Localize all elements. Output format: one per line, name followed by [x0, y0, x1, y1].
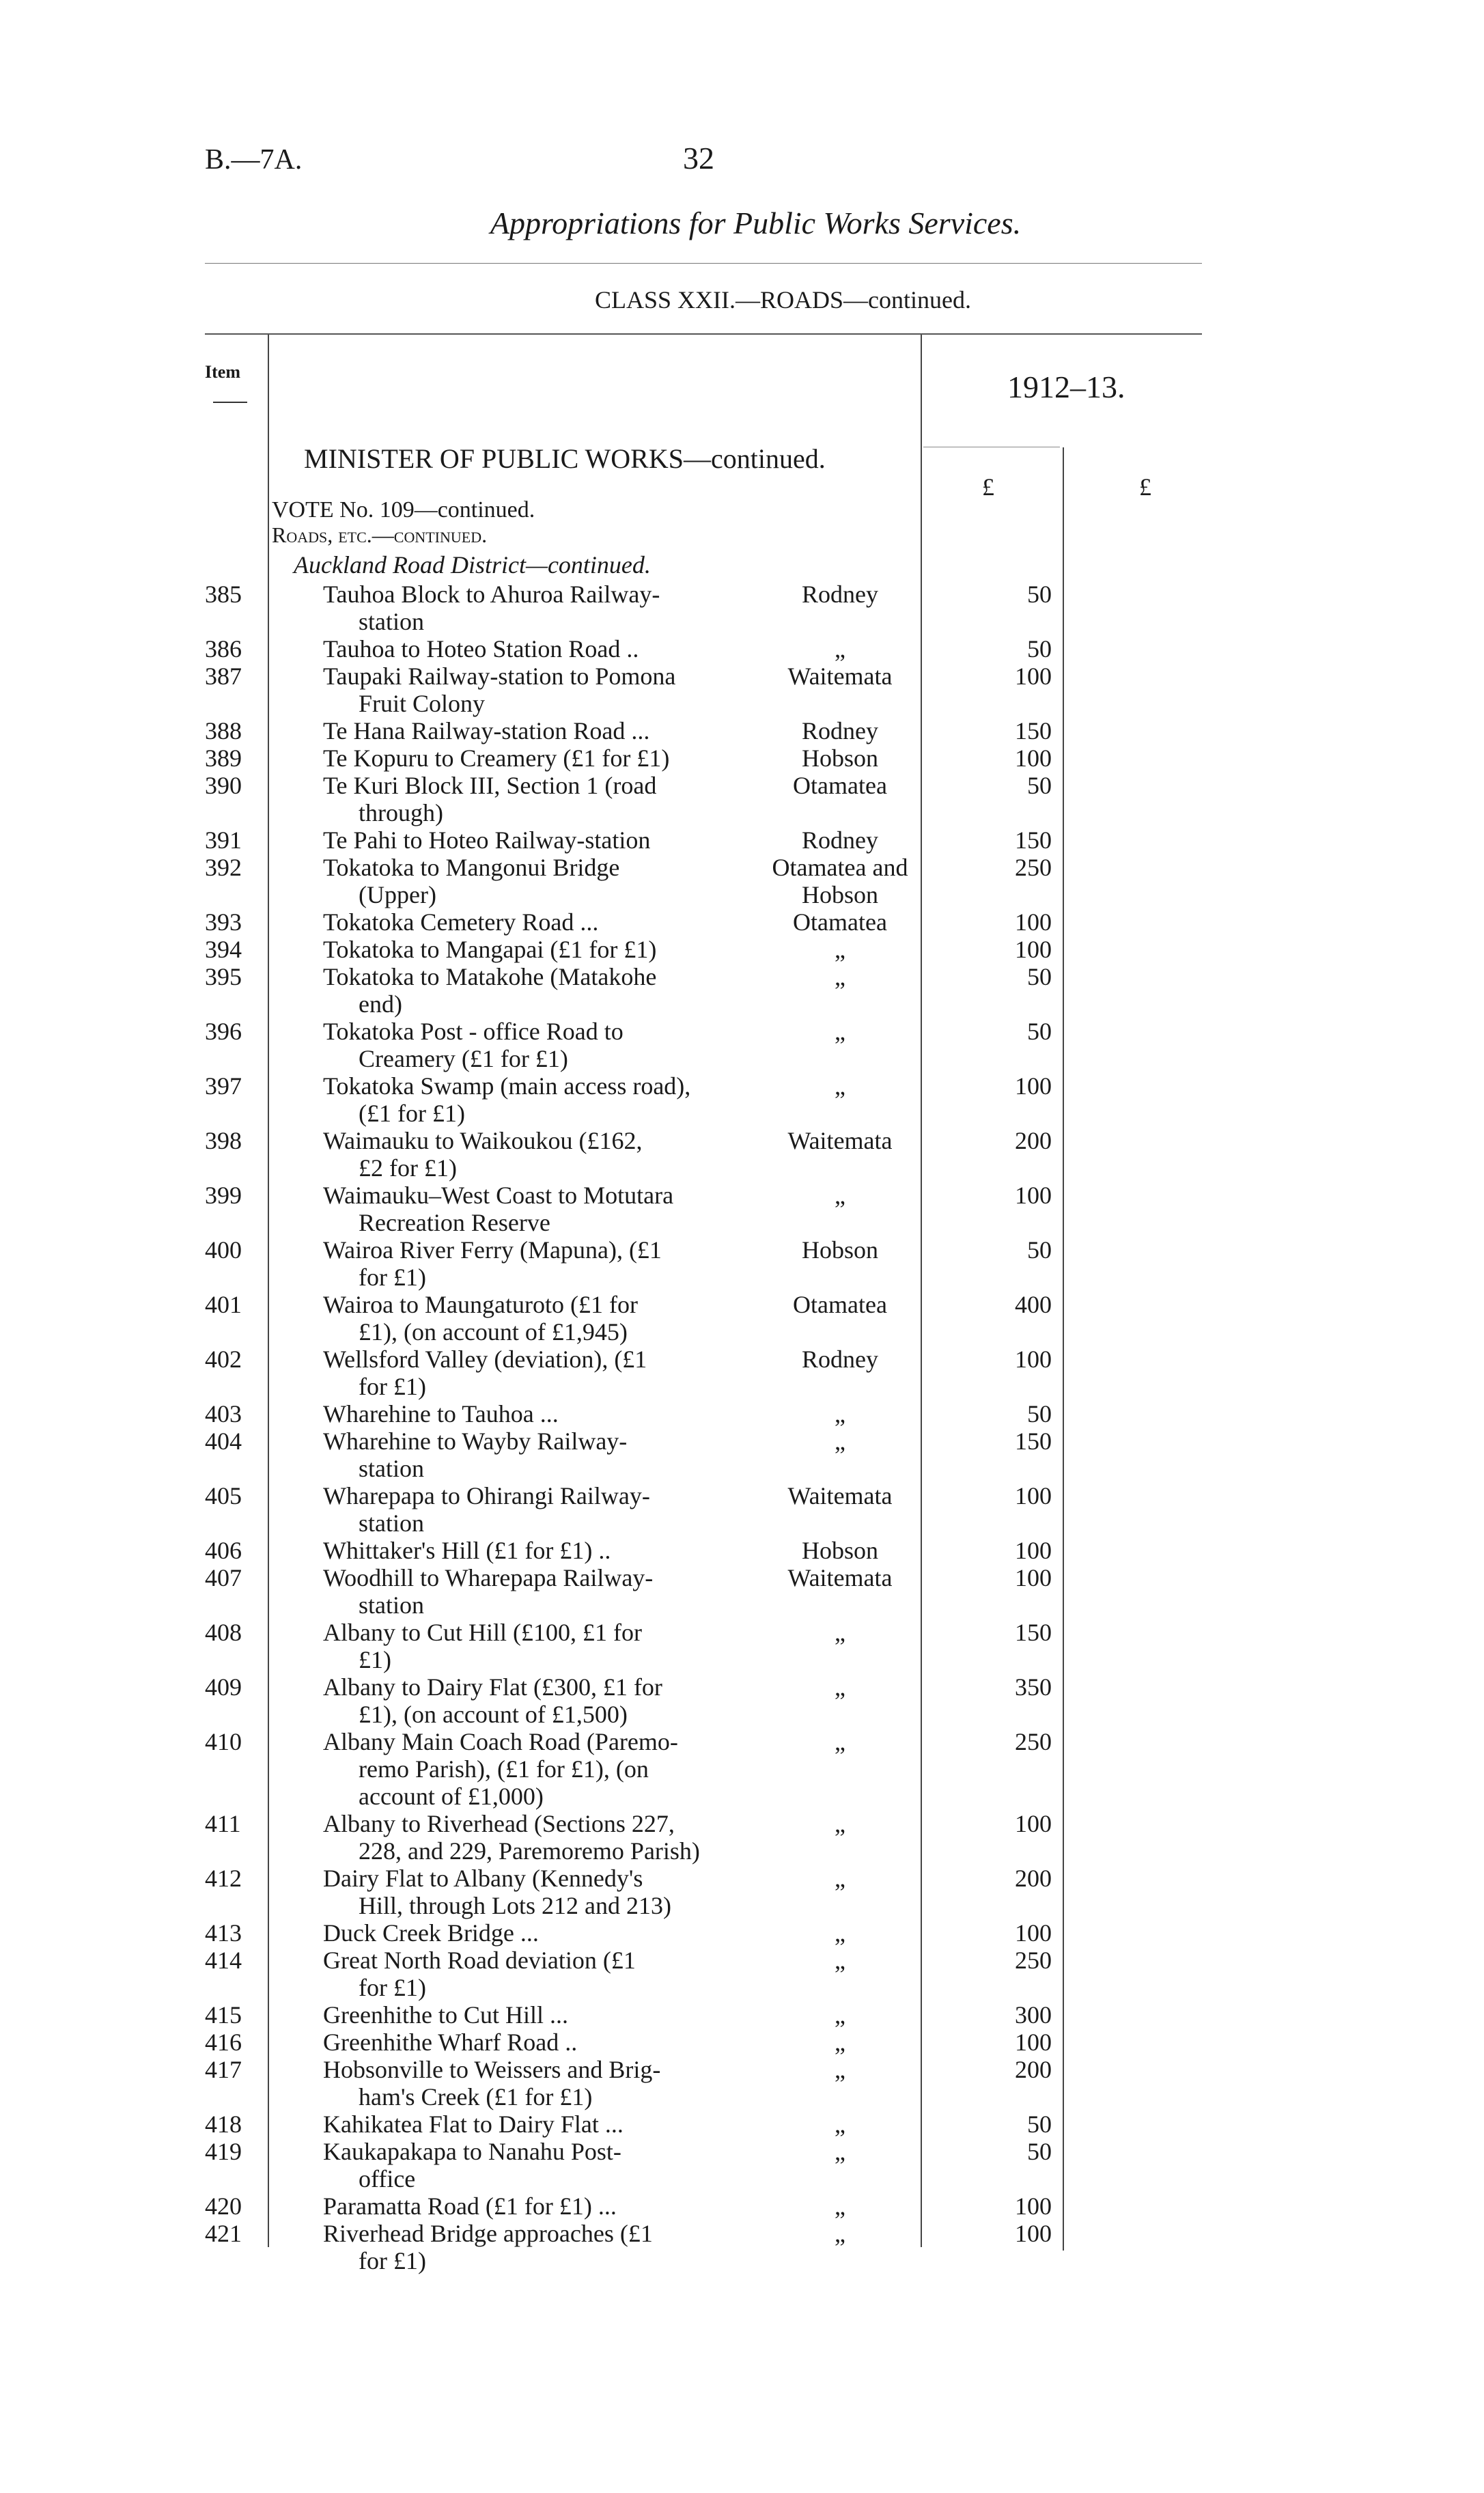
- item-number: 388: [205, 717, 242, 744]
- description-line: station: [359, 1591, 424, 1619]
- item-number: 406: [205, 1537, 242, 1564]
- item-description: [324, 1537, 748, 1564]
- description-line: Tauhoa Block to Ahuroa Railway-: [323, 581, 660, 608]
- item-description: [324, 2111, 748, 2138]
- item-number: 390: [205, 772, 242, 799]
- item-description: [324, 854, 748, 908]
- amount: 150: [1015, 1427, 1052, 1455]
- electoral-district: Waitemata: [787, 663, 893, 690]
- description-line: Greenhithe to Cut Hill ...: [323, 2001, 568, 2029]
- item-number: 411: [205, 1810, 241, 1837]
- description-line: Albany Main Coach Road (Paremo-: [323, 1728, 678, 1755]
- description-line: through): [359, 799, 443, 826]
- description-line: Tokatoka Post - office Road to: [323, 1018, 624, 1045]
- item-description: [324, 826, 748, 854]
- item-number: 397: [205, 1072, 242, 1100]
- item-description: [324, 1482, 748, 1537]
- description-line: Te Kopuru to Creamery (£1 for £1): [323, 744, 670, 772]
- item-number: 392: [205, 854, 242, 881]
- pound-column-header-1: £: [982, 473, 994, 501]
- amount: 150: [1015, 717, 1052, 744]
- description-line: Duck Creek Bridge ...: [323, 1919, 539, 1947]
- amount: 200: [1015, 2056, 1052, 2083]
- amount: 350: [1015, 1673, 1052, 1701]
- electoral-district: Waitemata: [787, 1564, 893, 1591]
- item-number: 410: [205, 1728, 242, 1755]
- amount: 150: [1015, 1619, 1052, 1646]
- item-description: [324, 2192, 748, 2220]
- electoral-district: Waitemata: [787, 1482, 893, 1509]
- item-number: 396: [205, 1018, 242, 1045]
- item-number: 399: [205, 1182, 242, 1209]
- electoral-district: „: [835, 1400, 845, 1427]
- item-number: 400: [205, 1236, 242, 1264]
- item-description: [324, 1182, 748, 1236]
- amount: 50: [1027, 635, 1052, 663]
- description-line: Tokatoka Swamp (main access road),: [323, 1072, 691, 1100]
- electoral-district: Hobson: [801, 744, 878, 772]
- electoral-district: Rodney: [802, 1346, 878, 1373]
- description-line: £1), (on account of £1,500): [359, 1701, 628, 1728]
- description-line: £1): [359, 1646, 391, 1673]
- minister-heading: MINISTER OF PUBLIC WORKS—continued.: [304, 443, 826, 474]
- amount: 50: [1027, 963, 1052, 990]
- electoral-district: „: [835, 1728, 845, 1755]
- description-line: Kahikatea Flat to Dairy Flat ...: [323, 2111, 624, 2138]
- title-rule: [205, 263, 1202, 264]
- description-line: Albany to Cut Hill (£100, £1 for: [323, 1619, 642, 1646]
- item-number: 389: [205, 744, 242, 772]
- electoral-district: „: [835, 2001, 845, 2029]
- amount: 100: [1015, 1919, 1052, 1947]
- electoral-district: „: [835, 1947, 845, 1974]
- item-description: [324, 1865, 748, 1919]
- description-line: Wharehine to Tauhoa ...: [323, 1400, 559, 1427]
- electoral-district: Rodney: [802, 717, 878, 744]
- amount: 150: [1015, 826, 1052, 854]
- description-line: Wairoa River Ferry (Mapuna), (£1: [323, 1236, 662, 1264]
- item-number: 409: [205, 1673, 242, 1701]
- description-line: station: [359, 1509, 424, 1537]
- item-description: [324, 1346, 748, 1400]
- amount: 250: [1015, 1947, 1052, 1974]
- item-description: [324, 635, 748, 663]
- amount: 250: [1015, 1728, 1052, 1755]
- electoral-district: Hobson: [801, 1537, 878, 1564]
- description-line: Fruit Colony: [359, 690, 486, 717]
- item-number: 385: [205, 581, 242, 608]
- electoral-district: Waitemata: [787, 1127, 893, 1154]
- item-number: 403: [205, 1400, 242, 1427]
- item-description: [324, 1919, 748, 1947]
- item-description: [324, 1127, 748, 1182]
- amount: 50: [1027, 1018, 1052, 1045]
- description-line: Te Kuri Block III, Section 1 (road: [323, 772, 657, 799]
- item-number: 395: [205, 963, 242, 990]
- description-line: Albany to Riverhead (Sections 227,: [323, 1810, 675, 1837]
- item-description: [324, 2001, 748, 2029]
- description-line: Recreation Reserve: [359, 1209, 550, 1236]
- description-line: Taupaki Railway-station to Pomona: [323, 663, 676, 690]
- item-description: [324, 1947, 748, 2001]
- item-description: [324, 1810, 748, 1865]
- description-line: 228, and 229, Paremoremo Parish): [359, 1837, 700, 1865]
- item-description: [324, 663, 748, 717]
- description-line: Great North Road deviation (£1: [323, 1947, 636, 1974]
- description-line: Riverhead Bridge approaches (£1: [323, 2220, 653, 2247]
- description-line: office: [359, 2165, 416, 2192]
- amount: 100: [1015, 2220, 1052, 2247]
- description-line: Tokatoka Cemetery Road ...: [323, 908, 599, 936]
- electoral-district: „: [835, 635, 845, 663]
- roads-heading: Roads, etc.—continued.: [272, 523, 488, 547]
- description-line: Dairy Flat to Albany (Kennedy's: [323, 1865, 643, 1892]
- item-description: [324, 1291, 748, 1346]
- description-line: Tauhoa to Hoteo Station Road ..: [323, 635, 639, 663]
- electoral-district: Rodney: [802, 826, 878, 854]
- electoral-district: „: [835, 1673, 845, 1701]
- electoral-district: „: [835, 1072, 845, 1100]
- item-description: [324, 581, 748, 635]
- description-line: £1), (on account of £1,945): [359, 1318, 628, 1346]
- item-description: [324, 2138, 748, 2192]
- description-line: station: [359, 608, 424, 635]
- amount: 250: [1015, 854, 1052, 881]
- item-number: 419: [205, 2138, 242, 2165]
- description-line: Tokatoka to Mangapai (£1 for £1): [323, 936, 657, 963]
- description-line: Te Pahi to Hoteo Railway-station: [323, 826, 651, 854]
- item-column-header: Item: [205, 362, 240, 382]
- item-number: 414: [205, 1947, 242, 1974]
- description-line: for £1): [359, 1974, 426, 2001]
- item-description: [324, 1018, 748, 1072]
- amount: 100: [1015, 663, 1052, 690]
- description-line: Kaukapakapa to Nanahu Post-: [323, 2138, 621, 2165]
- item-number: 391: [205, 826, 242, 854]
- item-description: [324, 1728, 748, 1810]
- electoral-district: „: [835, 1865, 845, 1892]
- item-number: 408: [205, 1619, 242, 1646]
- electoral-district: „: [835, 1427, 845, 1455]
- amount: 100: [1015, 2029, 1052, 2056]
- description-line: Waimauku to Waikoukou (£162,: [323, 1127, 643, 1154]
- item-description: [324, 744, 748, 772]
- item-description: [324, 1619, 748, 1673]
- amount: 400: [1015, 1291, 1052, 1318]
- item-number: 393: [205, 908, 242, 936]
- amount: 100: [1015, 1182, 1052, 1209]
- item-number: 418: [205, 2111, 242, 2138]
- description-line: Creamery (£1 for £1): [359, 1045, 568, 1072]
- item-description: [324, 2056, 748, 2111]
- item-number: 417: [205, 2056, 242, 2083]
- item-description: [324, 963, 748, 1018]
- table-top-rule: [205, 333, 1202, 335]
- description-line: ham's Creek (£1 for £1): [359, 2083, 593, 2111]
- amount: 100: [1015, 2192, 1052, 2220]
- item-number: 421: [205, 2220, 242, 2247]
- column-divider-amount: [1063, 447, 1064, 2251]
- description-line: Wellsford Valley (deviation), (£1: [323, 1346, 647, 1373]
- description-line: remo Parish), (£1 for £1), (on: [359, 1755, 649, 1783]
- amount: 100: [1015, 1564, 1052, 1591]
- electoral-district: „: [835, 1182, 845, 1209]
- pound-column-header-2: £: [1139, 473, 1151, 501]
- description-line: for £1): [359, 1264, 426, 1291]
- electoral-district: „: [835, 1919, 845, 1947]
- item-description: [324, 1427, 748, 1482]
- item-description: [324, 1673, 748, 1728]
- description-line: Wharehine to Wayby Railway-: [323, 1427, 628, 1455]
- item-description: [324, 772, 748, 826]
- electoral-district: Otamatea and Hobson: [772, 854, 908, 908]
- item-number: 420: [205, 2192, 242, 2220]
- amount: 50: [1027, 772, 1052, 799]
- amount: 50: [1027, 1400, 1052, 1427]
- item-number: 407: [205, 1564, 242, 1591]
- electoral-district: „: [835, 2111, 845, 2138]
- amount: 200: [1015, 1127, 1052, 1154]
- column-divider-item: [268, 335, 269, 2247]
- electoral-district: „: [835, 2056, 845, 2083]
- amount: 100: [1015, 908, 1052, 936]
- description-line: Hill, through Lots 212 and 213): [359, 1892, 671, 1919]
- electoral-district: Rodney: [802, 581, 878, 608]
- electoral-district: Otamatea: [793, 1291, 887, 1318]
- description-line: Wharepapa to Ohirangi Railway-: [323, 1482, 650, 1509]
- amount: 100: [1015, 1810, 1052, 1837]
- description-line: station: [359, 1455, 424, 1482]
- item-number: 405: [205, 1482, 242, 1509]
- description-line: Tokatoka to Matakohe (Matakohe: [323, 963, 657, 990]
- description-line: (Upper): [359, 881, 436, 908]
- description-line: Tokatoka to Mangonui Bridge: [323, 854, 620, 881]
- description-line: Paramatta Road (£1 for £1) ...: [323, 2192, 617, 2220]
- electoral-district: „: [835, 1018, 845, 1045]
- item-number: 415: [205, 2001, 242, 2029]
- description-line: end): [359, 990, 402, 1018]
- electoral-district: Otamatea: [793, 772, 887, 799]
- description-line: account of £1,000): [359, 1783, 544, 1810]
- description-line: for £1): [359, 1373, 426, 1400]
- electoral-district: „: [835, 2192, 845, 2220]
- item-number: 387: [205, 663, 242, 690]
- description-line: Waimauku–West Coast to Motutara: [323, 1182, 674, 1209]
- class-heading: CLASS XXII.—ROADS—continued.: [594, 286, 971, 314]
- electoral-district: „: [835, 2138, 845, 2165]
- item-description: [324, 1400, 748, 1427]
- amount: 100: [1015, 1072, 1052, 1100]
- electoral-district: „: [835, 2220, 845, 2247]
- amount: 300: [1015, 2001, 1052, 2029]
- description-line: Te Hana Railway-station Road ...: [323, 717, 650, 744]
- item-description: [324, 1564, 748, 1619]
- item-number: 404: [205, 1427, 242, 1455]
- item-number: 398: [205, 1127, 242, 1154]
- item-number: 412: [205, 1865, 242, 1892]
- item-number: 413: [205, 1919, 242, 1947]
- description-line: Woodhill to Wharepapa Railway-: [323, 1564, 654, 1591]
- amount: 200: [1015, 1865, 1052, 1892]
- amount: 100: [1015, 936, 1052, 963]
- amount: 50: [1027, 1236, 1052, 1264]
- amount: 100: [1015, 1482, 1052, 1509]
- electoral-district: „: [835, 1810, 845, 1837]
- item-number: 394: [205, 936, 242, 963]
- electoral-district: Hobson: [801, 1236, 878, 1264]
- description-line: Albany to Dairy Flat (£300, £1 for: [323, 1673, 662, 1701]
- vote-heading: VOTE No. 109—continued.: [272, 497, 535, 523]
- document-reference: B.—7A.: [205, 144, 303, 176]
- amount: 50: [1027, 2111, 1052, 2138]
- item-description: [324, 1072, 748, 1127]
- item-header-rule: [213, 402, 247, 403]
- description-line: £2 for £1): [359, 1154, 457, 1182]
- page-title: Appropriations for Public Works Services.: [490, 206, 1022, 240]
- item-number: 386: [205, 635, 242, 663]
- description-line: (£1 for £1): [359, 1100, 465, 1127]
- item-number: 401: [205, 1291, 242, 1318]
- description-line: Greenhithe Wharf Road ..: [323, 2029, 578, 2056]
- amount: 100: [1015, 1346, 1052, 1373]
- electoral-district: „: [835, 2029, 845, 2056]
- item-description: [324, 2029, 748, 2056]
- electoral-district: „: [835, 1619, 845, 1646]
- item-number: 402: [205, 1346, 242, 1373]
- item-description: [324, 908, 748, 936]
- amount: 50: [1027, 581, 1052, 608]
- electoral-district: „: [835, 963, 845, 990]
- item-number: 416: [205, 2029, 242, 2056]
- description-line: Whittaker's Hill (£1 for £1) ..: [323, 1537, 611, 1564]
- amount: 100: [1015, 1537, 1052, 1564]
- amount: 100: [1015, 744, 1052, 772]
- item-description: [324, 1236, 748, 1291]
- item-description: [324, 2220, 748, 2274]
- description-line: Wairoa to Maungaturoto (£1 for: [323, 1291, 638, 1318]
- item-description: [324, 717, 748, 744]
- district-heading: Auckland Road District—continued.: [294, 551, 651, 579]
- description-line: for £1): [359, 2247, 426, 2274]
- year-column-header: 1912–13.: [1007, 370, 1125, 404]
- electoral-district: Otamatea: [793, 908, 887, 936]
- item-description: [324, 936, 748, 963]
- amount: 50: [1027, 2138, 1052, 2165]
- description-line: Hobsonville to Weissers and Brig-: [323, 2056, 661, 2083]
- page-number: 32: [683, 141, 714, 176]
- electoral-district: „: [835, 936, 845, 963]
